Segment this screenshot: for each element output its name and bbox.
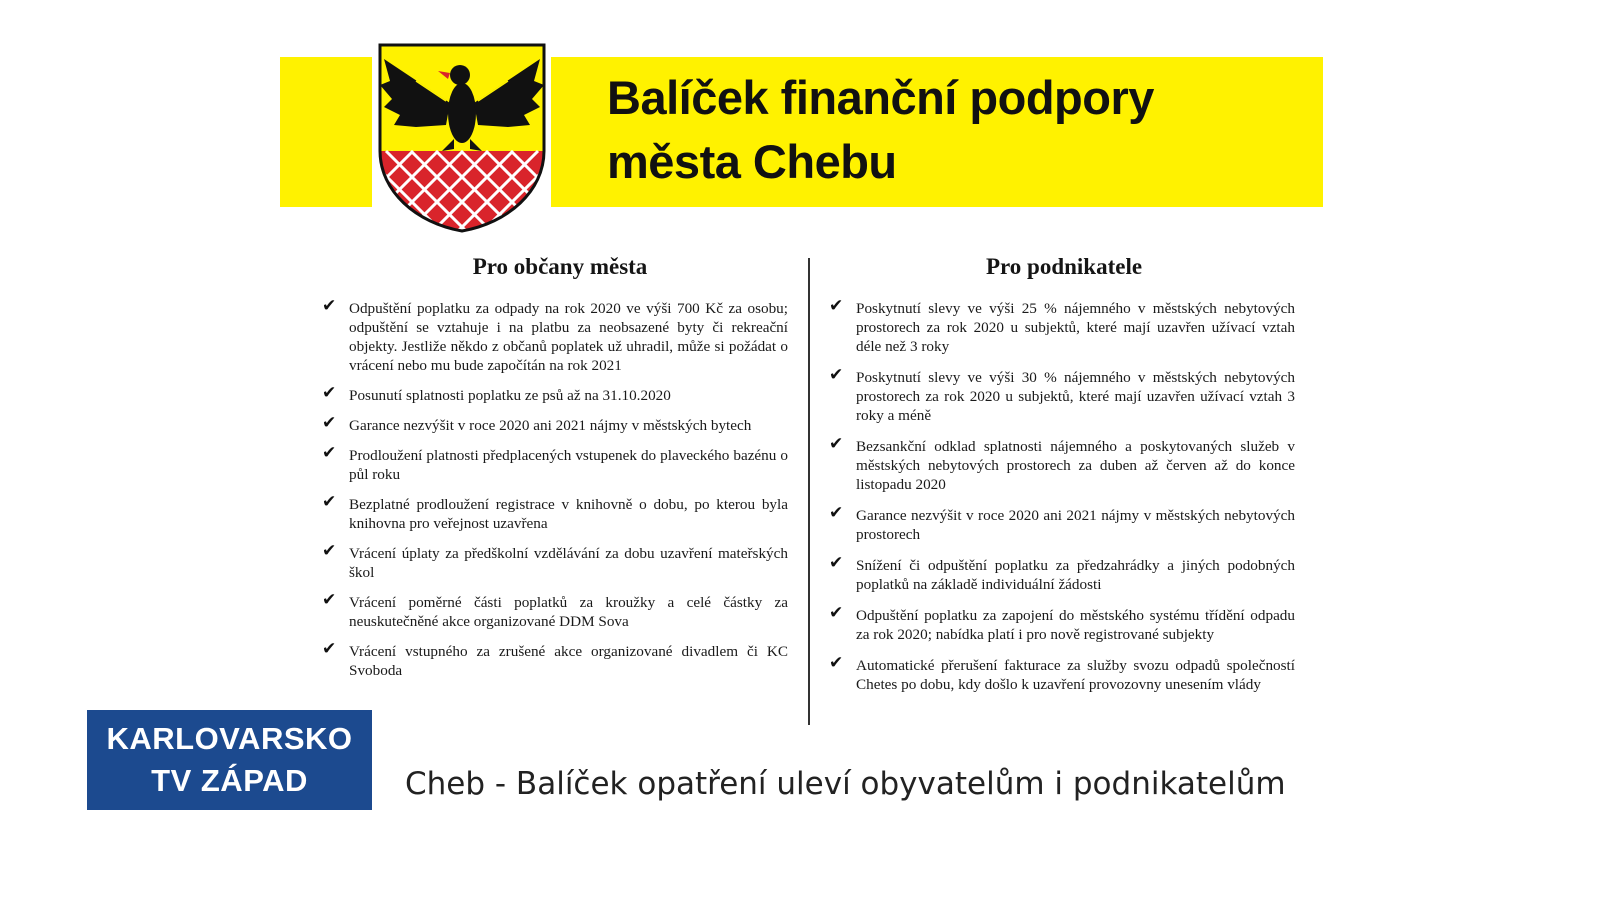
checkmark-icon: ✔ <box>322 413 337 433</box>
checkmark-icon: ✔ <box>829 603 844 623</box>
list-item: ✔ Garance nezvýšit v roce 2020 ani 2021 nájmy v městských nebytových prostorech <box>829 503 1295 543</box>
checkmark-icon: ✔ <box>829 503 844 523</box>
title-line-1: Balíček finanční podpory <box>607 71 1154 124</box>
list-item: ✔ Posunutí splatnosti poplatku ze psů až na 31.10.2020 <box>322 383 671 404</box>
list-item: ✔ Prodloužení platnosti předplacených vstupenek do plaveckého bazénu o půl roku <box>322 443 788 483</box>
business-list <box>829 296 1295 706</box>
checkmark-icon: ✔ <box>829 296 844 316</box>
title-banner-left <box>280 57 372 207</box>
list-item: ✔ Snížení či odpuštění poplatku za předzahrádky a jiných podobných poplatků na základě individuální žádosti <box>829 553 1295 593</box>
list-item: ✔ Garance nezvýšit v roce 2020 ani 2021 nájmy v městských bytech <box>322 413 752 434</box>
broadcaster-logo <box>87 710 372 810</box>
list-item: ✔ Bezplatné prodloužení registrace v knihovně o dobu, po kterou byla knihovna pro veřejnost uzavřena <box>322 492 788 532</box>
checkmark-icon: ✔ <box>829 653 844 673</box>
checkmark-icon: ✔ <box>322 541 337 561</box>
checkmark-icon: ✔ <box>322 296 337 316</box>
business-heading: Pro podnikatele <box>985 254 1143 279</box>
citizens-heading: Pro občany města <box>472 254 648 279</box>
checkmark-icon: ✔ <box>829 365 844 385</box>
column-divider <box>808 258 810 725</box>
checkmark-icon: ✔ <box>322 639 337 659</box>
checkmark-icon: ✔ <box>322 492 337 512</box>
broadcaster-name-line-2: TV ZÁPAD <box>151 763 308 798</box>
list-item: ✔ Odpuštění poplatku za zapojení do městského systému třídění odpadu za rok 2020; nabídka platí i pro nově registrované subjekty <box>829 603 1295 643</box>
page-title <box>607 66 1307 194</box>
news-caption: Cheb - Balíček opatření uleví obyvatelům i podnikatelům <box>405 766 1286 802</box>
list-item: ✔ Odpuštění poplatku za odpady na rok 2020 ve výši 700 Kč za osobu; odpuštění se vztahuje i na platbu za neobsazené byty či rekreační objekty. Jestliže někdo z občanů poplatek už uhradil, může si požádat o vrácení nebo mu bude započítán na rok 2021 <box>322 296 788 374</box>
citizens-list <box>322 296 788 691</box>
list-item: ✔ Automatické přerušení fakturace za služby svozu odpadů společností Chetes po dobu, kdy došlo k uzavření provozovny unesením vlády <box>829 653 1295 693</box>
checkmark-icon: ✔ <box>829 434 844 454</box>
checkmark-icon: ✔ <box>322 383 337 403</box>
list-item: ✔ Poskytnutí slevy ve výši 25 % nájemného v městských nebytových prostorech za rok 2020 u subjektů, které mají uzavřen užívací vztah déle než 3 roky <box>829 296 1295 355</box>
cheb-coat-of-arms-icon <box>376 41 548 235</box>
list-item: ✔ Bezsankční odklad splatnosti nájemného a poskytovaných služeb v městských nebytových prostorech za duben až červen až do konce listopadu 2020 <box>829 434 1295 493</box>
list-item: ✔ Vrácení poměrné části poplatků za kroužky a celé částky za neuskutečněné akce organizované DDM Sova <box>322 590 788 630</box>
checkmark-icon: ✔ <box>322 443 337 463</box>
checkmark-icon: ✔ <box>322 590 337 610</box>
list-item: ✔ Vrácení vstupného za zrušené akce organizované divadlem či KC Svoboda <box>322 639 788 679</box>
title-line-2: města Chebu <box>607 135 897 188</box>
list-item: ✔ Poskytnutí slevy ve výši 30 % nájemného v městských nebytových prostorech za rok 2020 u subjektů, které mají uzavřen užívací vztah 3 roky a méně <box>829 365 1295 424</box>
list-item: ✔ Vrácení úplaty za předškolní vzdělávání za dobu uzavření mateřských škol <box>322 541 788 581</box>
broadcaster-name-line-1: KARLOVARSKO <box>106 721 353 756</box>
checkmark-icon: ✔ <box>829 553 844 573</box>
